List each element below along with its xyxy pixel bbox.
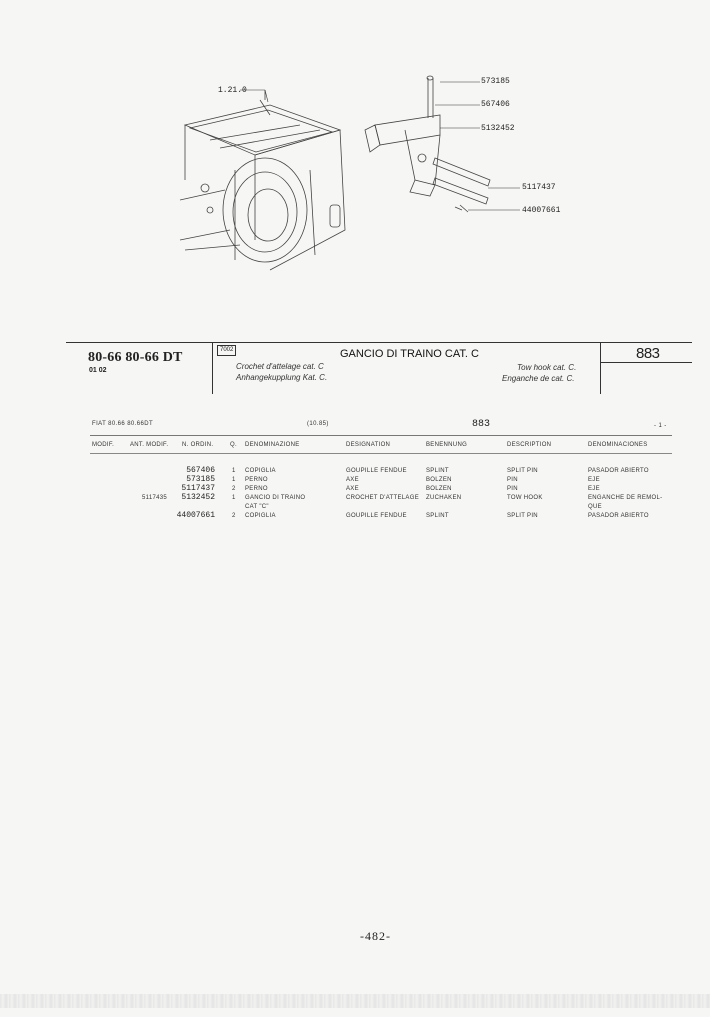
- row-en: PIN: [507, 477, 518, 483]
- row-es: PASADOR ABIERTO: [588, 468, 649, 474]
- row-es: ENGANCHE DE REMOL-: [588, 495, 663, 501]
- row-it: COPIGLIA: [245, 468, 276, 474]
- model-years: 01 02: [89, 367, 107, 374]
- header-top-rule: [66, 342, 692, 343]
- meta-group: 883: [472, 419, 491, 430]
- row-qty: 1: [232, 477, 236, 483]
- row-part-number: 5132452: [181, 493, 215, 502]
- row-de: BOLZEN: [426, 486, 452, 492]
- exploded-diagram: [150, 60, 710, 320]
- row-it: PERNO: [245, 477, 268, 483]
- header-divider-left: [212, 342, 213, 394]
- col-benennung: BENENNUNG: [426, 442, 468, 448]
- row-fr: AXE: [346, 486, 359, 492]
- row-it: GANCIO DI TRAINO: [245, 495, 306, 501]
- section-title-de: Anhangekupplung Kat. C.: [236, 373, 328, 382]
- row-es: PASADOR ABIERTO: [588, 513, 649, 519]
- section-title-en: Tow hook cat. C.: [517, 363, 577, 372]
- group-number: 883: [636, 345, 660, 362]
- row-en: SPLIT PIN: [507, 468, 538, 474]
- row-es: EJE: [588, 477, 600, 483]
- row-qty: 1: [232, 468, 236, 474]
- col-ant-modif: ANT. MODIF.: [130, 442, 169, 448]
- table-code-box: 7002: [217, 345, 236, 356]
- callout-567406: 567406: [481, 100, 510, 109]
- col-n-ordin: N. ORDIN.: [182, 442, 214, 448]
- header-group-rule: [600, 362, 692, 363]
- row-part-number: 573185: [186, 475, 215, 484]
- row-qty: 2: [232, 486, 236, 492]
- row-en: SPLIT PIN: [507, 513, 538, 519]
- col-denominazione: DENOMINAZIONE: [245, 442, 300, 448]
- model-title: 80-66 80-66 DT: [88, 350, 183, 365]
- col-modif: MODIF.: [92, 442, 115, 448]
- diagram-drawing: [150, 60, 710, 320]
- row-it: COPIGLIA: [245, 513, 276, 519]
- row-it-cont: CAT "C": [245, 504, 269, 510]
- col-q: Q.: [230, 442, 237, 448]
- row-part-number: 5117437: [181, 484, 215, 493]
- meta-sheet: - 1 -: [654, 423, 667, 429]
- table-top-rule: [90, 435, 672, 436]
- callout-573185: 573185: [481, 77, 510, 86]
- col-denominaciones: DENOMINACIONES: [588, 442, 648, 448]
- row-de: SPLINT: [426, 513, 449, 519]
- meta-models: FIAT 80.66 80.66DT: [92, 421, 154, 427]
- callout-44007661: 44007661: [522, 206, 561, 215]
- row-qty: 2: [232, 513, 236, 519]
- row-de: ZUCHAKEN: [426, 495, 462, 501]
- row-part-number: 44007661: [176, 511, 215, 520]
- row-de: SPLINT: [426, 468, 449, 474]
- row-fr: GOUPILLE FENDUE: [346, 468, 407, 474]
- col-description: DESCRIPTION: [507, 442, 552, 448]
- callout-1-21-0: 1.21.0: [218, 86, 247, 95]
- header-divider-right: [600, 342, 601, 394]
- row-es-cont: QUE: [588, 504, 602, 510]
- callout-5117437: 5117437: [522, 183, 556, 192]
- table-header-rule: [90, 453, 672, 454]
- row-en: PIN: [507, 486, 518, 492]
- row-ant-modif: 5117435: [142, 495, 168, 501]
- page-number: -482-: [360, 929, 391, 943]
- col-designation: DESIGNATION: [346, 442, 391, 448]
- row-fr: CROCHET D'ATTELAGE: [346, 495, 419, 501]
- row-es: EJE: [588, 486, 600, 492]
- row-fr: AXE: [346, 477, 359, 483]
- row-de: BOLZEN: [426, 477, 452, 483]
- row-en: TOW HOOK: [507, 495, 543, 501]
- meta-date: (10.85): [307, 421, 329, 427]
- section-title-it: GANCIO DI TRAINO CAT. C: [340, 348, 479, 360]
- row-fr: GOUPILLE FENDUE: [346, 513, 407, 519]
- row-it: PERNO: [245, 486, 268, 492]
- section-title-es: Enganche de cat. C.: [502, 374, 575, 383]
- scan-edge: [0, 994, 710, 1008]
- callout-5132452: 5132452: [481, 124, 515, 133]
- row-qty: 1: [232, 495, 236, 501]
- section-title-fr: Crochet d'attelage cat. C: [236, 362, 324, 371]
- row-part-number: 567406: [186, 466, 215, 475]
